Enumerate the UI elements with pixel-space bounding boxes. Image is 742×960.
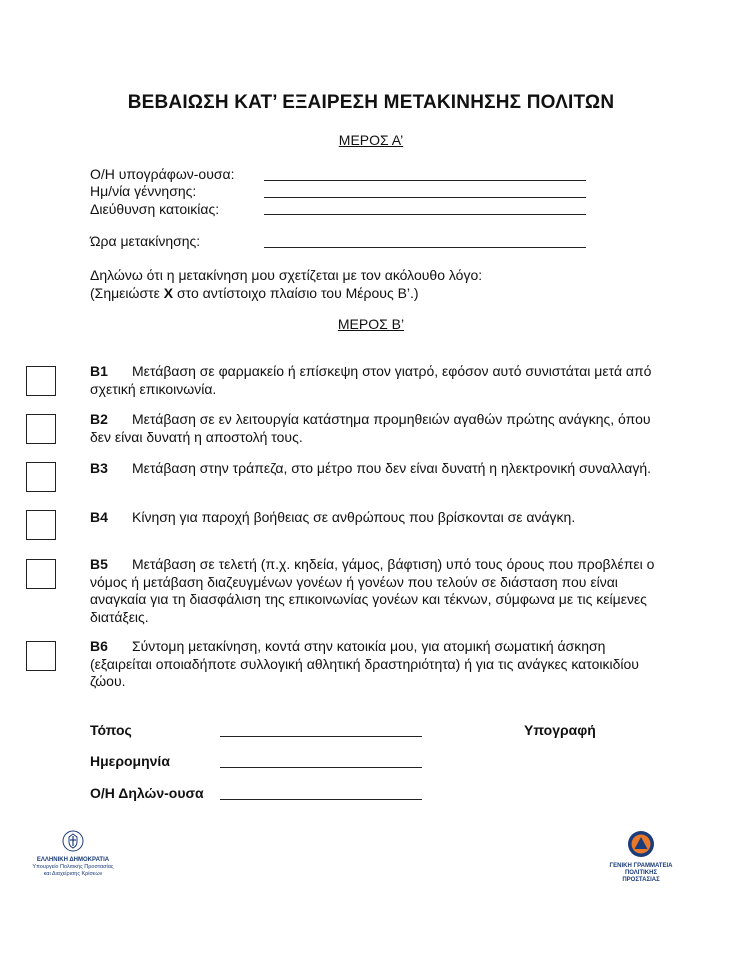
reason-text: Μετάβαση στην τράπεζα, στο μέτρο που δεν είναι δυνατή η ηλεκτρονική συναλλαγή. bbox=[132, 460, 651, 476]
date-label: Ημερομηνία bbox=[90, 753, 170, 769]
birth-date-label: Ημ/νία γέννησης: bbox=[90, 183, 197, 199]
declaration-line-1: Δηλώνω ότι η μετακίνηση μου σχετίζεται με τον ακόλουθο λόγο: bbox=[90, 267, 483, 283]
checkbox-b3[interactable] bbox=[26, 462, 56, 492]
logo-left-line1: ΕΛΛΗΝΙΚΗ ΔΗΜΟΚΡΑΤΙΑ bbox=[36, 857, 110, 863]
logo-left-line2: Υπουργείο Πολιτικής Προστασίας bbox=[32, 864, 114, 870]
departure-time-field[interactable] bbox=[264, 247, 586, 248]
reason-item-b6 bbox=[90, 638, 670, 691]
reason-code: Β3 bbox=[90, 460, 108, 476]
reason-item-b5 bbox=[90, 556, 670, 626]
reason-item-b4 bbox=[90, 509, 670, 527]
signature-label: Υπογραφή bbox=[524, 722, 596, 738]
declarant-field[interactable] bbox=[220, 799, 422, 800]
date-field[interactable] bbox=[220, 767, 422, 768]
place-field[interactable] bbox=[220, 736, 422, 737]
declarant-label: Ο/Η Δηλών-ουσα bbox=[90, 785, 204, 801]
place-label: Τόπος bbox=[90, 722, 132, 738]
reason-text: Κίνηση για παροχή βοήθειας σε ανθρώπους που βρίσκονται σε ανάγκη. bbox=[132, 509, 576, 525]
address-field[interactable] bbox=[264, 214, 586, 215]
civil-protection-emblem-icon bbox=[627, 830, 655, 858]
reason-code: Β4 bbox=[90, 509, 108, 525]
logo-left-line3: και Διαχείρισης Κρίσεων bbox=[43, 870, 103, 877]
signer-name-label: Ο/Η υπογράφων-ουσα: bbox=[90, 166, 235, 182]
civil-protection-logo bbox=[608, 830, 674, 884]
checkbox-b1[interactable] bbox=[26, 366, 56, 396]
reason-code: Β5 bbox=[90, 556, 108, 572]
part-b-heading: ΜΕΡΟΣ Β’ bbox=[337, 316, 405, 332]
reason-item-b3 bbox=[90, 460, 670, 478]
checkbox-b4[interactable] bbox=[26, 510, 56, 540]
reason-item-b1 bbox=[90, 363, 670, 398]
reason-code: Β2 bbox=[90, 411, 108, 427]
reason-text: Μετάβαση σε εν λειτουργία κατάστημα προμηθειών αγαθών πρώτης ανάγκης, όπου δεν είναι δυνατή η αποστολή τους. bbox=[90, 411, 651, 445]
checkbox-b5[interactable] bbox=[26, 559, 56, 589]
mark-x-symbol: Χ bbox=[163, 285, 174, 301]
birth-date-field[interactable] bbox=[264, 197, 586, 198]
departure-time-label: Ώρα μετακίνησης: bbox=[90, 233, 201, 249]
reason-item-b2 bbox=[90, 411, 670, 446]
logo-right-line2: ΠΟΛΙΤΙΚΗΣ ΠΡΟΣΤΑΣΙΑΣ bbox=[622, 870, 660, 883]
greek-republic-logo bbox=[28, 830, 118, 877]
checkbox-b6[interactable] bbox=[26, 641, 56, 671]
signer-name-field[interactable] bbox=[264, 180, 586, 181]
document-title: ΒΕΒΑΙΩΣΗ ΚΑΤ’ ΕΞΑΙΡΕΣΗ ΜΕΤΑΚΙΝΗΣΗΣ ΠΟΛΙΤΩΝ bbox=[127, 92, 615, 113]
logo-right-line1: ΓΕΝΙΚΗ ΓΡΑΜΜΑΤΕΙΑ bbox=[609, 863, 673, 869]
address-label: Διεύθυνση κατοικίας: bbox=[90, 201, 220, 217]
reason-code: Β1 bbox=[90, 363, 108, 379]
reason-text: Μετάβαση σε φαρμακείο ή επίσκεψη στον γιατρό, εφόσον αυτό συνιστάται μετά από σχετική επικοινωνία. bbox=[90, 363, 652, 397]
checkbox-b2[interactable] bbox=[26, 414, 56, 444]
coat-of-arms-icon bbox=[62, 830, 84, 852]
reason-text: Σύντομη μετακίνηση, κοντά στην κατοικία μου, για ατομική σωματική άσκηση (εξαιρείται οποιαδήποτε συλλογική αθλητική δραστηριότητα) ή για τις ανάγκες κατοικιδίου ζώου. bbox=[90, 638, 639, 689]
part-a-heading: ΜΕΡΟΣ Α’ bbox=[338, 132, 404, 148]
reason-code: Β6 bbox=[90, 638, 108, 654]
declaration-line-2: (Σημειώστε Χ στο αντίστοιχο πλαίσιο του Μέρους Β’.) bbox=[90, 285, 419, 301]
reason-text: Μετάβαση σε τελετή (π.χ. κηδεία, γάμος, βάφτιση) υπό τους όρους που προβλέπει ο νόμος ή μετάβαση διαζευγμένων γονέων ή γονέων που τελούν σε διάσταση που είναι αναγκαία για τη διασφάλιση της επικοινωνίας γονέων και τέκνων, σύμφωνα με τις κείμενες διατάξεις. bbox=[90, 556, 655, 625]
